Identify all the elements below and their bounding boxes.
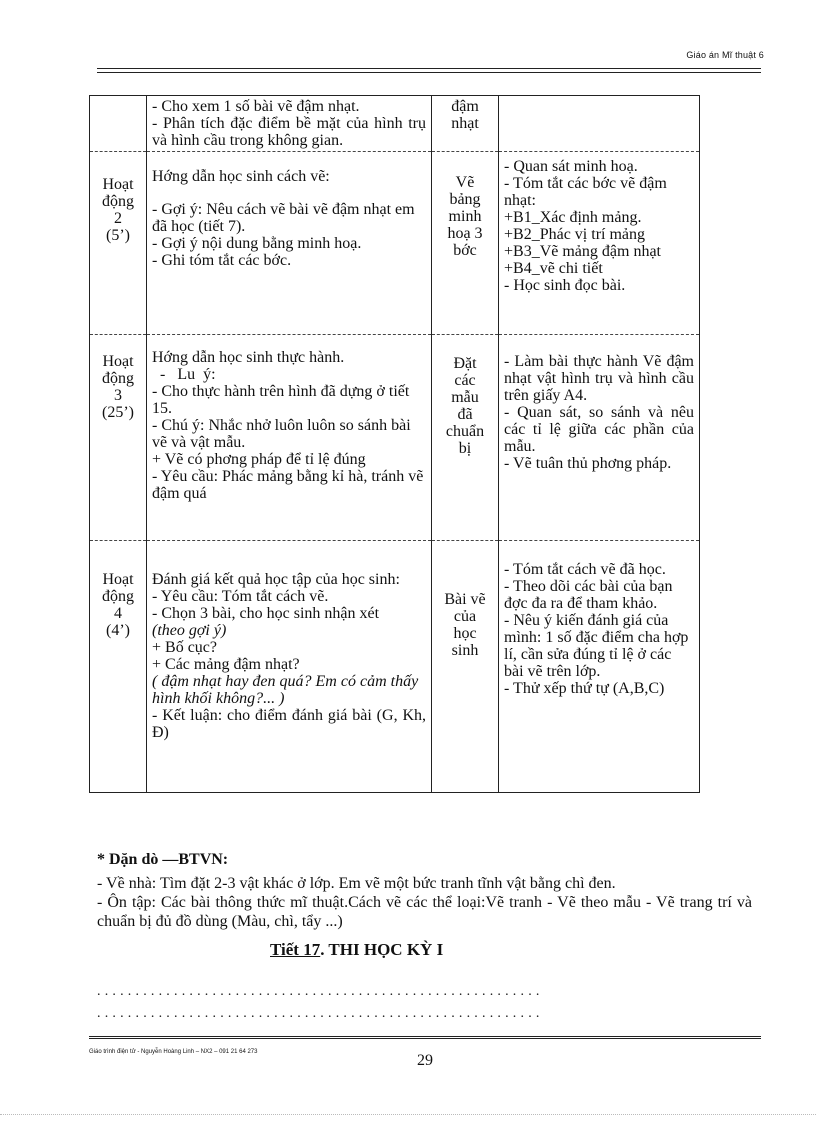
student-cell	[499, 152, 700, 335]
next-lesson-label: Tiết 17	[270, 940, 321, 959]
lesson-table	[89, 95, 700, 793]
text-line: +B2_Phác vị trí mảng	[504, 226, 646, 243]
dotted-line: ..........................................................	[97, 984, 544, 999]
text-line: động	[102, 193, 134, 210]
text-line: Hớng dẫn học sinh cách vẽ:	[152, 168, 330, 185]
text-line: - Lu ý:	[152, 366, 216, 383]
footer-rule	[89, 1036, 761, 1039]
text-line: 4	[114, 605, 122, 622]
text-line: - Phân tích đặc điểm bề mặt của hình trụ và hình cầu trong không gian.	[152, 115, 426, 149]
dotted-line: ..........................................................	[97, 1006, 544, 1021]
text-line: sinh	[451, 642, 479, 659]
text-line: (theo gợi ý)	[152, 622, 227, 639]
text-line: - Gợi ý nội dung bằng minh hoạ.	[152, 235, 362, 252]
homework-lines	[97, 874, 752, 931]
materials-cell	[432, 541, 499, 793]
text-line: Đánh giá kết quả học tập của học sinh:	[152, 571, 400, 588]
homework-heading-text: * Dặn dò —BTVN:	[97, 851, 229, 868]
table-row	[90, 152, 700, 335]
text-line: hoạ 3	[447, 225, 483, 242]
text-line: mẫu	[451, 389, 479, 406]
activity-cell	[90, 96, 147, 152]
text-line: nhạt	[451, 115, 479, 132]
teacher-cell	[147, 335, 432, 541]
next-lesson	[270, 940, 443, 959]
text-line: (4’)	[106, 622, 130, 639]
table-row	[90, 335, 700, 541]
text-line: +B3_Vẽ mảng đậm nhạt	[504, 243, 661, 260]
text-line: + Các mảng đậm nhạt?	[152, 656, 300, 673]
homework-line: - Ôn tập: Các bài thông thức mĩ thuật.Cách vẽ các thể loại:Vẽ tranh - Vẽ theo mẫu - Vẽ trang trí và chuẩn bị đủ đồ dùng (Màu, chì, tẩy ...)	[97, 894, 752, 930]
student-cell	[499, 96, 700, 152]
page-number: 29	[417, 1052, 433, 1069]
text-line: Hớng dẫn học sinh thực hành.	[152, 349, 345, 366]
text-line: - Theo dõi các bài của bạn đợc đa ra để tham khảo.	[504, 578, 673, 612]
activity-cell	[90, 541, 147, 793]
text-line: Hoạt	[102, 353, 134, 370]
header-rule-2	[97, 72, 761, 73]
homework-line: - Về nhà: Tìm đặt 2-3 vật khác ở lớp. Em vẽ một bức tranh tĩnh vật bằng chì đen.	[97, 875, 616, 892]
text-line: +B1_Xác định mảng.	[504, 209, 642, 226]
text-line: đậm	[451, 98, 479, 115]
text-line: - Vẽ tuân thủ phơng pháp.	[504, 455, 672, 472]
text-line: 3	[114, 387, 122, 404]
text-line: Hoạt	[102, 176, 134, 193]
text-line: các	[454, 372, 476, 389]
text-line: ( đậm nhạt hay đen quá? Em có cảm thấy hình khối không?... )	[152, 673, 419, 707]
text-line: +B4_vẽ chi tiết	[504, 260, 603, 277]
text-line: - Quan sát, so sánh và nêu các tỉ lệ giữa các phần của mẫu.	[504, 404, 694, 455]
materials-cell	[432, 96, 499, 152]
text-line: - Cho xem 1 số bài vẽ đậm nhạt.	[152, 98, 360, 115]
text-line: - Quan sát minh hoạ.	[504, 158, 638, 175]
materials-cell	[432, 335, 499, 541]
text-line: chuẩn	[445, 423, 485, 440]
text-line: + Vẽ có phơng pháp để tỉ lệ đúng	[152, 451, 366, 468]
text-line: (25’)	[102, 404, 134, 421]
text-line: Vẽ	[455, 174, 475, 191]
next-lesson-title: . THI HỌC KỲ I	[320, 940, 444, 959]
text-line: minh	[448, 208, 482, 225]
document-header: Giáo án Mĩ thuật 6	[686, 50, 764, 60]
teacher-cell	[147, 152, 432, 335]
homework-heading	[97, 850, 228, 869]
teacher-cell	[147, 96, 432, 152]
teacher-cell	[147, 541, 432, 793]
text-line: - Chú ý: Nhắc nhở luôn luôn so sánh bài vẽ và vật mẫu.	[152, 417, 411, 451]
materials-cell	[432, 152, 499, 335]
text-line: Đặt	[453, 355, 477, 372]
student-cell	[499, 541, 700, 793]
text-line: bớc	[453, 242, 477, 259]
text-line: - Chọn 3 bài, cho học sinh nhận xét	[152, 605, 380, 622]
text-line: - Làm bài thực hành Vẽ đậm nhạt vật hình trụ và hình cầu trên giấy A4.	[504, 353, 694, 404]
text-line: bị	[458, 440, 472, 457]
text-line: - Nêu ý kiến đánh giá của mình: 1 số đặc điểm cha hợp lí, cần sửa đúng tỉ lệ ở các bài vẽ trên lớp.	[504, 612, 689, 680]
text-line: - Học sinh đọc bài.	[504, 277, 626, 294]
text-line: học	[453, 625, 477, 642]
text-line: động	[102, 370, 134, 387]
text-line: - Yêu cầu: Tóm tắt cách vẽ.	[152, 588, 329, 605]
table-row	[90, 541, 700, 793]
activity-cell	[90, 335, 147, 541]
table-row	[90, 96, 700, 152]
text-line: - Tóm tắt cách vẽ đã học.	[504, 561, 666, 578]
text-line: - Yêu cầu: Phác mảng bằng kỉ hà, tránh vẽ đậm quá	[152, 468, 424, 502]
student-cell	[499, 335, 700, 541]
text-line: động	[102, 588, 134, 605]
text-line: đã	[457, 406, 473, 423]
text-line: - Thử xếp thứ tự (A,B,C)	[504, 680, 665, 697]
text-line: 2	[114, 210, 122, 227]
text-line: + Bố cục?	[152, 639, 217, 656]
header-rule	[97, 68, 761, 69]
activity-cell	[90, 152, 147, 335]
bottom-border	[0, 1114, 816, 1115]
text-line: Hoạt	[102, 571, 134, 588]
text-line: bảng	[449, 191, 481, 208]
text-line: Bài vẽ	[444, 591, 486, 608]
text-line: - Kết luận: cho điểm đánh giá bài (G, Kh, Đ)	[152, 707, 426, 741]
text-line: - Cho thực hành trên hình đã dựng ở tiết 15.	[152, 383, 410, 417]
text-line: (5’)	[106, 227, 130, 244]
text-line: - Ghi tóm tắt các bớc.	[152, 252, 292, 269]
text-line: - Tóm tắt các bớc vẽ đậm nhạt:	[504, 175, 667, 209]
text-line: của	[453, 608, 477, 625]
footer-author: Giáo trình điện tử - Nguyễn Hoàng Linh – NX2 – 091 21 64 273	[89, 1049, 258, 1055]
text-line: - Gợi ý: Nêu cách vẽ bài vẽ đậm nhạt em đã học (tiết 7).	[152, 201, 415, 235]
